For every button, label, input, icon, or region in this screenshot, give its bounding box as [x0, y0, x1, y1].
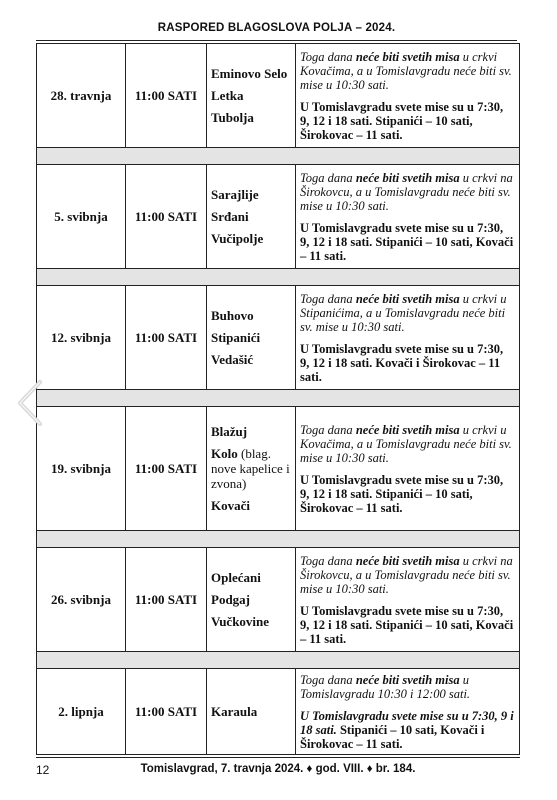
- place-label: Kolo: [211, 446, 238, 461]
- place-label: Buhovo: [211, 308, 254, 323]
- row-time: 11:00 SATI: [126, 407, 207, 531]
- note-notice: [300, 171, 515, 213]
- mass-times-text: U Tomislavgradu svete mise su u 7:30, 9, 12 i 18 sati. Stipanići – 10 sati, Širokovac – 11 sati.: [300, 472, 504, 515]
- place-name: [211, 570, 291, 585]
- note-text: Toga dana: [300, 422, 356, 437]
- row-separator: [37, 652, 520, 669]
- place-name: [211, 110, 291, 125]
- place-label: Blažuj: [211, 424, 248, 439]
- place-label: Podgaj: [211, 592, 250, 607]
- place-name: [211, 352, 291, 367]
- mass-times: [300, 709, 515, 751]
- place-label: Tubolja: [211, 110, 254, 125]
- schedule-table: [36, 43, 520, 755]
- note-text: Toga dana: [300, 553, 356, 568]
- mass-times-text: U Tomislavgradu svete mise su u 7:30, 9, 12 i 18 sati. Stipanići – 10 sati, Kovači – 11 sati.: [300, 220, 514, 263]
- place-name: [211, 498, 291, 513]
- row-places: [207, 407, 296, 531]
- row-time: 11:00 SATI: [126, 286, 207, 390]
- place-name: [211, 209, 291, 224]
- mass-times: [300, 342, 515, 384]
- separator-cell: [37, 269, 520, 286]
- note-text: u crkvi na Širokovcu, a u Tomislavgradu neće biti sv. mise u 10:30 sati.: [300, 553, 513, 596]
- mass-times-text: U Tomislavgradu svete mise su u 7:30, 9, 12 i 18 sati. Stipanići – 10 sati, Širokovac – 11 sati.: [300, 99, 504, 142]
- place-note: (blag. nove kapelice i zvona): [211, 446, 290, 491]
- mass-times: [300, 100, 515, 142]
- place-name: [211, 592, 291, 607]
- mass-times: [300, 604, 515, 646]
- note-emphasis: neće biti svetih misa: [355, 291, 460, 306]
- mass-times-text: U Tomislavgradu svete mise su u 7:30, 9, 12 i 18 sati. Kovači i Širokovac – 11 sati.: [300, 341, 504, 384]
- note-emphasis: neće biti svetih misa: [355, 49, 460, 64]
- row-date: 26. svibnja: [37, 548, 126, 652]
- place-label: Vedašić: [211, 352, 254, 367]
- place-label: Stipanići: [211, 330, 261, 345]
- mass-times: [300, 221, 515, 263]
- mass-times-text: Stipanići – 10 sati, Kovači i Širokovac – 11 sati.: [300, 722, 485, 751]
- place-name: [211, 308, 291, 323]
- separator-cell: [37, 148, 520, 165]
- row-time: 11:00 SATI: [126, 44, 207, 148]
- row-places: [207, 669, 296, 755]
- note-text: u crkvi u Kovačima, a u Tomislavgradu neće biti sv. mise u 10:30 sati.: [300, 422, 512, 465]
- note-text: Toga dana: [300, 49, 356, 64]
- place-name: [211, 231, 291, 246]
- row-note: [296, 165, 520, 269]
- place-label: Karaula: [211, 704, 258, 719]
- row-places: [207, 165, 296, 269]
- row-date: 5. svibnja: [37, 165, 126, 269]
- row-separator: [37, 269, 520, 286]
- schedule-row: [37, 165, 520, 269]
- schedule-row: [37, 669, 520, 755]
- place-name: [211, 66, 291, 81]
- row-date: 19. svibnja: [37, 407, 126, 531]
- note-notice: [300, 50, 515, 92]
- schedule-row: [37, 44, 520, 148]
- row-time: 11:00 SATI: [126, 548, 207, 652]
- footer-text: Tomislavgrad, 7. travnja 2024. ♦ god. VIII. ♦ br. 184.: [140, 763, 416, 775]
- place-label: Vučkovine: [211, 614, 270, 629]
- note-emphasis: neće biti svetih misa: [355, 553, 460, 568]
- place-label: Letka: [211, 88, 244, 103]
- note-emphasis: neće biti svetih misa: [355, 170, 460, 185]
- mass-times-italic: U Tomislavgradu svete mise su u 7:30, 9 i 18 sati.: [300, 708, 514, 737]
- row-places: [207, 548, 296, 652]
- row-places: [207, 286, 296, 390]
- place-name: [211, 330, 291, 345]
- row-note: [296, 286, 520, 390]
- row-time: 11:00 SATI: [126, 165, 207, 269]
- note-emphasis: neće biti svetih misa: [355, 422, 460, 437]
- place-label: Srđani: [211, 209, 249, 224]
- row-separator: [37, 531, 520, 548]
- row-note: [296, 44, 520, 148]
- place-label: Eminovo Selo: [211, 66, 288, 81]
- page-footer: [36, 757, 520, 778]
- note-emphasis: neće biti svetih misa: [355, 672, 460, 687]
- note-text: u crkvi na Širokovcu, a u Tomislavgradu neće biti sv. mise u 10:30 sati.: [300, 170, 513, 213]
- place-name: [211, 446, 291, 491]
- place-label: Vučipolje: [211, 231, 264, 246]
- place-name: [211, 614, 291, 629]
- separator-cell: [37, 652, 520, 669]
- row-places: [207, 44, 296, 148]
- note-text: u crkvi Kovačima, a u Tomislavgradu neće biti sv. mise u 10:30 sati.: [300, 49, 512, 92]
- place-label: Kovači: [211, 498, 250, 513]
- note-text: u Tomislavgradu 10:30 i 12:00 sati.: [300, 672, 471, 701]
- row-separator: [37, 148, 520, 165]
- header-title: RASPORED BLAGOSLOVA POLJA – 2024.: [157, 22, 396, 34]
- row-note: [296, 548, 520, 652]
- row-note: [296, 407, 520, 531]
- note-notice: [300, 554, 515, 596]
- schedule-row: [37, 548, 520, 652]
- row-date: 28. travnja: [37, 44, 126, 148]
- page-header: [36, 22, 517, 41]
- separator-cell: [37, 390, 520, 407]
- note-text: Toga dana: [300, 170, 356, 185]
- note-notice: [300, 423, 515, 465]
- place-name: [211, 424, 291, 439]
- schedule-row: [37, 286, 520, 390]
- row-separator: [37, 390, 520, 407]
- separator-cell: [37, 531, 520, 548]
- note-notice: [300, 292, 515, 334]
- row-date: 2. lipnja: [37, 669, 126, 755]
- note-notice: [300, 673, 515, 701]
- place-label: Oplećani: [211, 570, 261, 585]
- chevron-left-icon[interactable]: [14, 378, 46, 428]
- row-time: 11:00 SATI: [126, 669, 207, 755]
- mass-times-text: U Tomislavgradu svete mise su u 7:30, 9, 12 i 18 sati. Stipanići – 10 sati, Kovači – 11 sati.: [300, 603, 514, 646]
- note-text: Toga dana: [300, 291, 356, 306]
- place-name: [211, 88, 291, 103]
- place-label: Sarajlije: [211, 187, 259, 202]
- row-note: [296, 669, 520, 755]
- note-text: u crkvi u Stipanićima, a u Tomislavgradu neće biti sv. mise u 10:30 sati.: [300, 291, 507, 334]
- mass-times: [300, 473, 515, 515]
- schedule-row: [37, 407, 520, 531]
- note-text: Toga dana: [300, 672, 356, 687]
- page-number: 12: [36, 763, 50, 777]
- row-date: 12. svibnja: [37, 286, 126, 390]
- place-name: [211, 704, 291, 719]
- place-name: [211, 187, 291, 202]
